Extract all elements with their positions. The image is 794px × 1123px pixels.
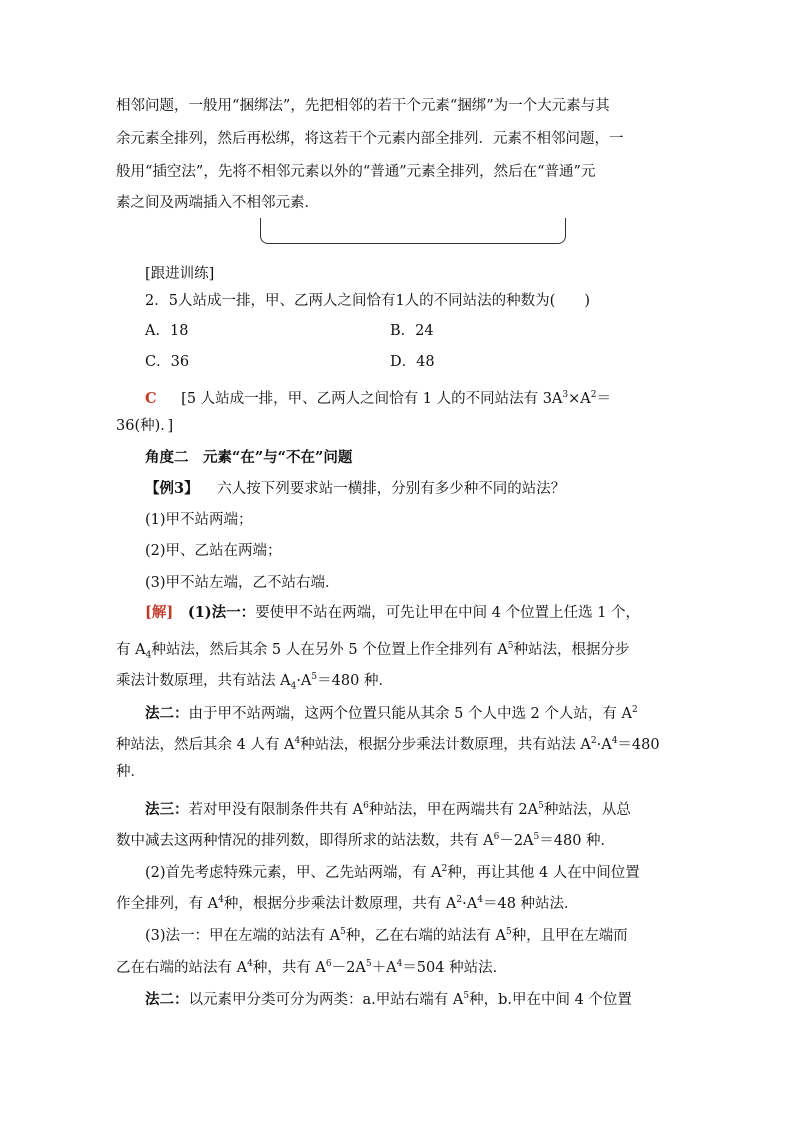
method-2-line-1: 法二：由于甲不站两端，这两个位置只能从其余 5 个人中选 2 个人站，有 $A^2$ bbox=[145, 704, 638, 722]
practice-heading: [跟进训练] bbox=[145, 266, 215, 282]
example-part-2: (2)甲、乙站在两端； bbox=[145, 543, 282, 559]
example-part-1: (1)甲不站两端； bbox=[145, 512, 253, 528]
solution-p3-line-2: 乙在右端的站法有 $A^4$种，共有 $A^6-2A^5+A^4=504$ 种站法． bbox=[116, 959, 508, 976]
box-bottom-bracket bbox=[260, 218, 566, 244]
option-c: C．36 bbox=[145, 354, 190, 370]
method-2-line-2: 种站法，然后其余 4 人有 $A^4$种站法，根据分步乘法计数原理，共有站法 $A^2\cdot A^4=480$ bbox=[116, 736, 660, 753]
intro-line-4: 素之间及两端插入不相邻元素． bbox=[116, 195, 319, 211]
answer-line-2: 36(种)．] bbox=[116, 418, 174, 434]
solution-p3-line-1: (3)法一：甲在左端的站法有 $A^5$种，乙在右端的站法有 $A^5$种，且甲在左端而 bbox=[145, 927, 628, 944]
solution-p1-line-2: 有 $A_4$种站法，然后其余 5 人在另外 5 个位置上作全排列有 $A^5$种站法，根据分步 bbox=[116, 641, 630, 661]
example-label: 【例3】 bbox=[145, 480, 199, 497]
method-3-line-2: 数中减去这两种情况的排列数，即得所求的站法数，共有 $A^6-2A^5=480$ 种． bbox=[116, 832, 616, 849]
practice-question: 2．5人站成一排，甲、乙两人之间恰有1人的不同站法的种数为( ) bbox=[145, 293, 590, 309]
solution-p3-method-2-line-1: 法二：以元素甲分类可分为两类：a.甲站右端有 $A^5$种，b.甲在中间 4 个位置 bbox=[145, 990, 632, 1008]
answer-letter: C bbox=[145, 389, 157, 407]
method-3-line-1: 法三：若对甲没有限制条件共有 $A^6$种站法，甲在两端共有 $2A^5$种站法，从总 bbox=[145, 800, 631, 818]
answer-text-2: ×A bbox=[568, 390, 591, 407]
example-question-line bbox=[145, 479, 565, 499]
example-part-3: (3)甲不站左端，乙不站右端． bbox=[145, 575, 340, 591]
intro-line-2: 余元素全排列，然后再松绑，将这若干个元素内部全排列．元素不相邻问题，一 bbox=[116, 131, 624, 147]
solution-p1-line-1: [解] (1)法一：要使甲不站在两端，可先让甲在中间 4 个位置上任选 1 个， bbox=[145, 604, 641, 621]
method-2-line-3: 种． bbox=[116, 764, 145, 780]
option-b: B．24 bbox=[390, 323, 434, 339]
solution-p2-line-1: (2)首先考虑特殊元素，甲、乙先站两端，有 $A^2$种，再让其他 4 人在中间位置 bbox=[145, 864, 640, 881]
solution-p2-line-2: 作全排列，有 $A^4$种，根据分步乘法计数原理，共有 $A^2\cdot A^4=48$ 种站法． bbox=[116, 895, 579, 912]
answer-text-1: [5 人站成一排，甲、乙两人之间恰有 1 人的不同站法有 3A bbox=[181, 390, 563, 407]
example-question: 六人按下列要求站一横排，分别有多少种不同的站法？ bbox=[217, 481, 566, 497]
answer-text-3: ＝ bbox=[596, 390, 611, 407]
intro-line-3: 般用“插空法”，先将不相邻元素以外的“普通”元素全排列，然后在“普通”元 bbox=[116, 164, 596, 180]
option-a: A．18 bbox=[145, 323, 189, 339]
option-d: D．48 bbox=[390, 354, 435, 370]
answer-line-1: C [5 人站成一排，甲、乙两人之间恰有 1 人的不同站法有 $3A^3\times A^2=$ bbox=[145, 389, 611, 407]
solution-label: [解] bbox=[145, 604, 174, 621]
solution-p1-line-3: 乘法计数原理，共有站法 $A_4\cdot A^5=480$ 种． bbox=[116, 672, 393, 692]
angle-heading: 角度二 元素“在”与“不在”问题 bbox=[145, 449, 353, 466]
intro-line-1: 相邻问题，一般用“捆绑法”，先把相邻的若干个元素“捆绑”为一个大元素与其 bbox=[116, 98, 610, 114]
